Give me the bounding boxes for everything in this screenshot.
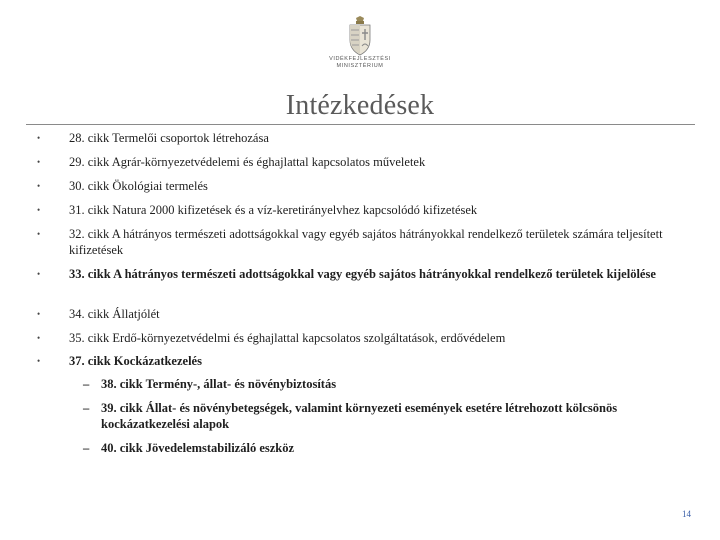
list-item-text: 32. cikk A hátrányos természeti adottságokkal vagy egyéb sajátos hátrányokkal rendelkező területek számára teljesített kifizetések [69, 227, 663, 257]
page-title-text: Intézkedések [285, 90, 435, 121]
bullet-icon: • [37, 356, 41, 366]
coat-of-arms-icon [347, 16, 373, 56]
sub-list-item-text: 40. cikk Jövedelemstabilizáló eszköz [101, 441, 295, 455]
list-item-text: 33. cikk A hátrányos természeti adottságokkal vagy egyéb sajátos hátrányokkal rendelkező területek kijelölése [69, 267, 656, 281]
list-item-text: 29. cikk Agrár-környezetvédelemi és éghajlattal kapcsolatos műveletek [69, 155, 426, 169]
sub-list-item-text: 39. cikk Állat- és növénybetegségek, valamint környezeti események esetére létrehozott kölcsönös kockázatkezelési alapok [101, 401, 618, 431]
logo-text-line1: VIDÉKFEJLESZTÉSI [329, 56, 391, 62]
list-item-text: 31. cikk Natura 2000 kifizetések és a víz-keretirányelvhez kapcsolódó kifizetések [69, 203, 478, 217]
list-item-text: 35. cikk Erdő-környezetvédelmi és éghajlattal kapcsolatos szolgáltatások, erdővédelem [69, 331, 506, 345]
dash-icon: – [83, 377, 90, 391]
bullet-icon: • [37, 157, 41, 167]
dash-icon: – [83, 401, 90, 415]
ministry-logo [320, 16, 400, 82]
bullet-icon: • [37, 133, 41, 143]
sub-list-item-text: 38. cikk Termény-, állat- és növénybiztosítás [101, 377, 337, 391]
page-title [0, 90, 720, 122]
list-item-text: 28. cikk Termelői csoportok létrehozása [69, 131, 269, 145]
bullet-icon: • [37, 269, 41, 279]
dash-icon: – [83, 441, 90, 455]
list-item-text: 30. cikk Ökológiai termelés [69, 179, 208, 193]
title-divider [26, 124, 695, 125]
bullet-icon: • [37, 229, 41, 239]
list-item-text: 34. cikk Állatjólét [69, 307, 160, 321]
bullet-icon: • [37, 333, 41, 343]
bullet-icon: • [37, 309, 41, 319]
list-item-text: 37. cikk Kockázatkezelés [69, 354, 202, 368]
logo-text-line2: MINISZTÉRIUM [336, 63, 384, 69]
bullet-icon: • [37, 181, 41, 191]
bullet-icon: • [37, 205, 41, 215]
page-number: 14 [682, 509, 691, 519]
